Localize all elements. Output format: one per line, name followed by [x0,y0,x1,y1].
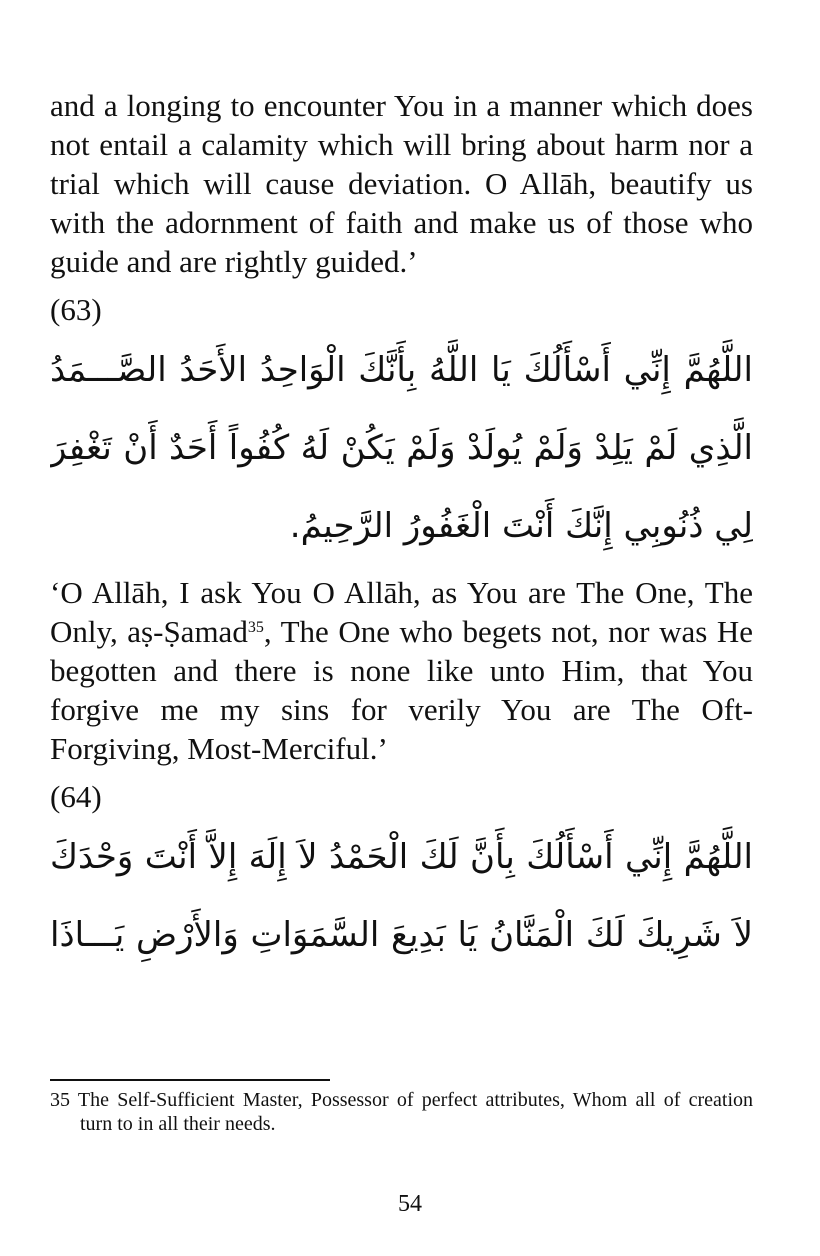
entry-number: (64) [50,779,102,814]
footnote-marker: 35 [50,1089,70,1111]
arabic-line: لاَ شَرِيكَ لَكَ الْمَنَّانُ يَا بَدِيعَ السَّمَوَاتِ وَالأَرْضِ يَـــاذَا [50,915,753,955]
paragraph-line: does not entail a calamity which will bring about [50,88,753,162]
arabic-line: الَّذِي لَمْ يَلِدْ وَلَمْ يُولَدْ وَلَمْ يَكُنْ لَهُ كُفُواً أَحَدٌ أَنْ تَغْفِرَ [50,428,753,468]
paragraph-line: was He begotten and there is none like unto Him, [50,614,753,688]
continuation-paragraph [50,86,753,281]
paragraph-line: make us of those who guide and are rightly guided.’ [50,205,753,279]
arabic-supplication [50,331,753,565]
footnote [50,1088,753,1136]
paragraph-line: , The One who begets not, nor [263,614,650,649]
paragraph-line: The Only, aṣ-Ṣamad [50,575,753,649]
translation-paragraph [50,573,753,768]
paragraph-line: Allāh, beautify us with the adornment of faith and [50,166,753,240]
entry-number: (63) [50,292,102,327]
footnote-reference[interactable]: 35 [247,619,264,636]
paragraph-line: Oft-Forgiving, Most-Merciful.’ [50,692,754,766]
footnote-divider [50,1079,330,1081]
paragraph-line: that You forgive me my sins for verily You are The [50,653,754,727]
page-body [50,86,753,974]
paragraph-line: ‘O Allāh, I ask You O Allāh, as You are The One, [50,575,695,610]
arabic-line: اللَّهُمَّ إِنِّي أَسْأَلُكَ يَا اللَّهُ بِأَنَّكَ الْوَاحِدُ الأَحَدُ الصَّـــمَدُ [50,350,753,390]
arabic-supplication [50,818,753,974]
paragraph-line: harm nor a trial which will cause deviation. O [50,127,753,201]
footnote-text [50,1088,753,1136]
arabic-line: لِي ذُنُوبِي إِنَّكَ أَنْتَ الْغَفُورُ الرَّحِيمُ. [289,506,753,546]
paragraph-line: and a longing to encounter You in a manner which [50,88,688,123]
arabic-line: اللَّهُمَّ إِنِّي أَسْأَلُكَ بِأَنَّ لَكَ الْحَمْدُ لاَ إِلَهَ إِلاَّ أَنْتَ وَحْدَكَ [50,837,753,877]
footnote-body: The Self-Sufficient Master, Possessor of perfect attributes, Whom all of creation turn to in all their needs. [77,1089,754,1135]
page-number: 54 [398,1191,422,1217]
